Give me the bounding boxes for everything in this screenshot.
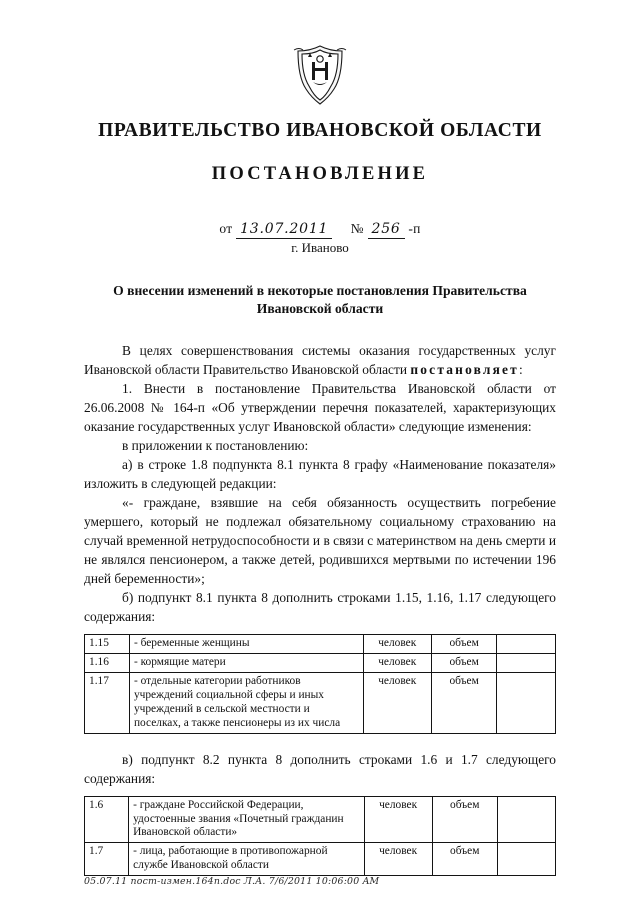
document-meta-row [0,221,640,237]
cell-number: 1.6 [85,796,129,843]
number-label: № [350,221,364,236]
cell-unit: человек [364,796,432,843]
cell-indicator-name: - лица, работающие в противопожарной службе Ивановской области [129,843,365,876]
paragraph-item-1: 1. Внести в постановление Правительства Ивановской области от 26.06.2008 № 164-п «Об утверждении перечня показателей, характеризующих оказание государственных услуг Ивановской области» следующие изменения: [84,380,556,434]
date-prefix-label: от [219,221,233,236]
cell-unit: человек [363,635,431,654]
cell-unit: человек [363,672,431,733]
cell-empty [497,843,555,876]
cell-unit: человек [364,843,432,876]
cell-volume: объем [432,796,497,843]
document-subject: О внесении изменений в некоторые постановления Правительства Ивановской области [113,283,527,317]
intro-keyword: постановляет [410,361,519,377]
table-additional-rows-8-1 [84,634,556,733]
paragraph-quote: «- граждане, взявшие на себя обязанность осуществить погребение умершего, который не подлежал обязательному социальному страхованию на случай временной нетрудоспособности и в связи с материнством на день смерти и не являлся пенсионером, а также детей, родившихся мертвыми по истечении 196 дней беременности»; [84,494,556,587]
intro-text-part2: : [518,361,523,377]
cell-empty [497,654,556,673]
organization-title: ПРАВИТЕЛЬСТВО ИВАНОВСКОЙ ОБЛАСТИ [98,120,542,141]
number-suffix: -п [408,221,421,236]
cell-indicator-name: - отдельные категории работников учреждений социальной сферы и иных учреждений в сельской местности и поселках, а также пенсионеры из их числа [129,672,363,733]
city-label: г. Иваново [291,240,349,255]
table-additional-rows-8-2 [84,796,556,877]
cell-number: 1.16 [85,654,130,673]
document-footer-note: 05.07.11 пост-измен.164п.doc Л.А. 7/6/2011 10:06:00 AM [84,876,380,887]
table-row [85,796,556,843]
cell-indicator-name: - беременные женщины [129,635,363,654]
coat-of-arms-ivanovo-oblast-icon [282,0,358,106]
cell-unit: человек [363,654,431,673]
table-row [85,843,556,876]
table-row [85,635,556,654]
cell-number: 1.17 [85,672,130,733]
paragraph-item-b: б) подпункт 8.1 пункта 8 дополнить строками 1.15, 1.16, 1.17 следующего содержания: [84,590,556,625]
cell-number: 1.15 [85,635,130,654]
document-body-continued [84,750,556,788]
cell-number: 1.7 [85,843,129,876]
table-row [85,672,556,733]
cell-volume: объем [431,672,497,733]
cell-indicator-name: - граждане Российской Федерации, удостоенные звания «Почетный гражданин Ивановской области» [129,796,365,843]
document-body [84,341,556,626]
number-value: 256 [368,221,405,239]
cell-empty [497,796,555,843]
cell-empty [497,672,556,733]
cell-volume: объем [432,843,497,876]
paragraph-item-v: в) подпункт 8.2 пункта 8 дополнить строками 1.6 и 1.7 следующего содержания: [84,751,556,786]
document-type-title: ПОСТАНОВЛЕНИЕ [211,164,429,184]
paragraph-item-a: а) в строке 1.8 подпункта 8.1 пункта 8 графу «Наименование показателя» изложить в следующей редакции: [84,456,556,491]
cell-volume: объем [431,654,497,673]
paragraph-appendix: в приложении к постановлению: [122,437,309,453]
intro-text-part1: В целях совершенствования системы оказания государственных услуг Ивановской области Правительство Ивановской области [84,342,556,377]
table-row [85,654,556,673]
cell-indicator-name: - кормящие матери [129,654,363,673]
date-value: 13.07.2011 [236,221,332,239]
paragraph-intro [84,341,556,379]
cell-empty [497,635,556,654]
cell-volume: объем [431,635,497,654]
